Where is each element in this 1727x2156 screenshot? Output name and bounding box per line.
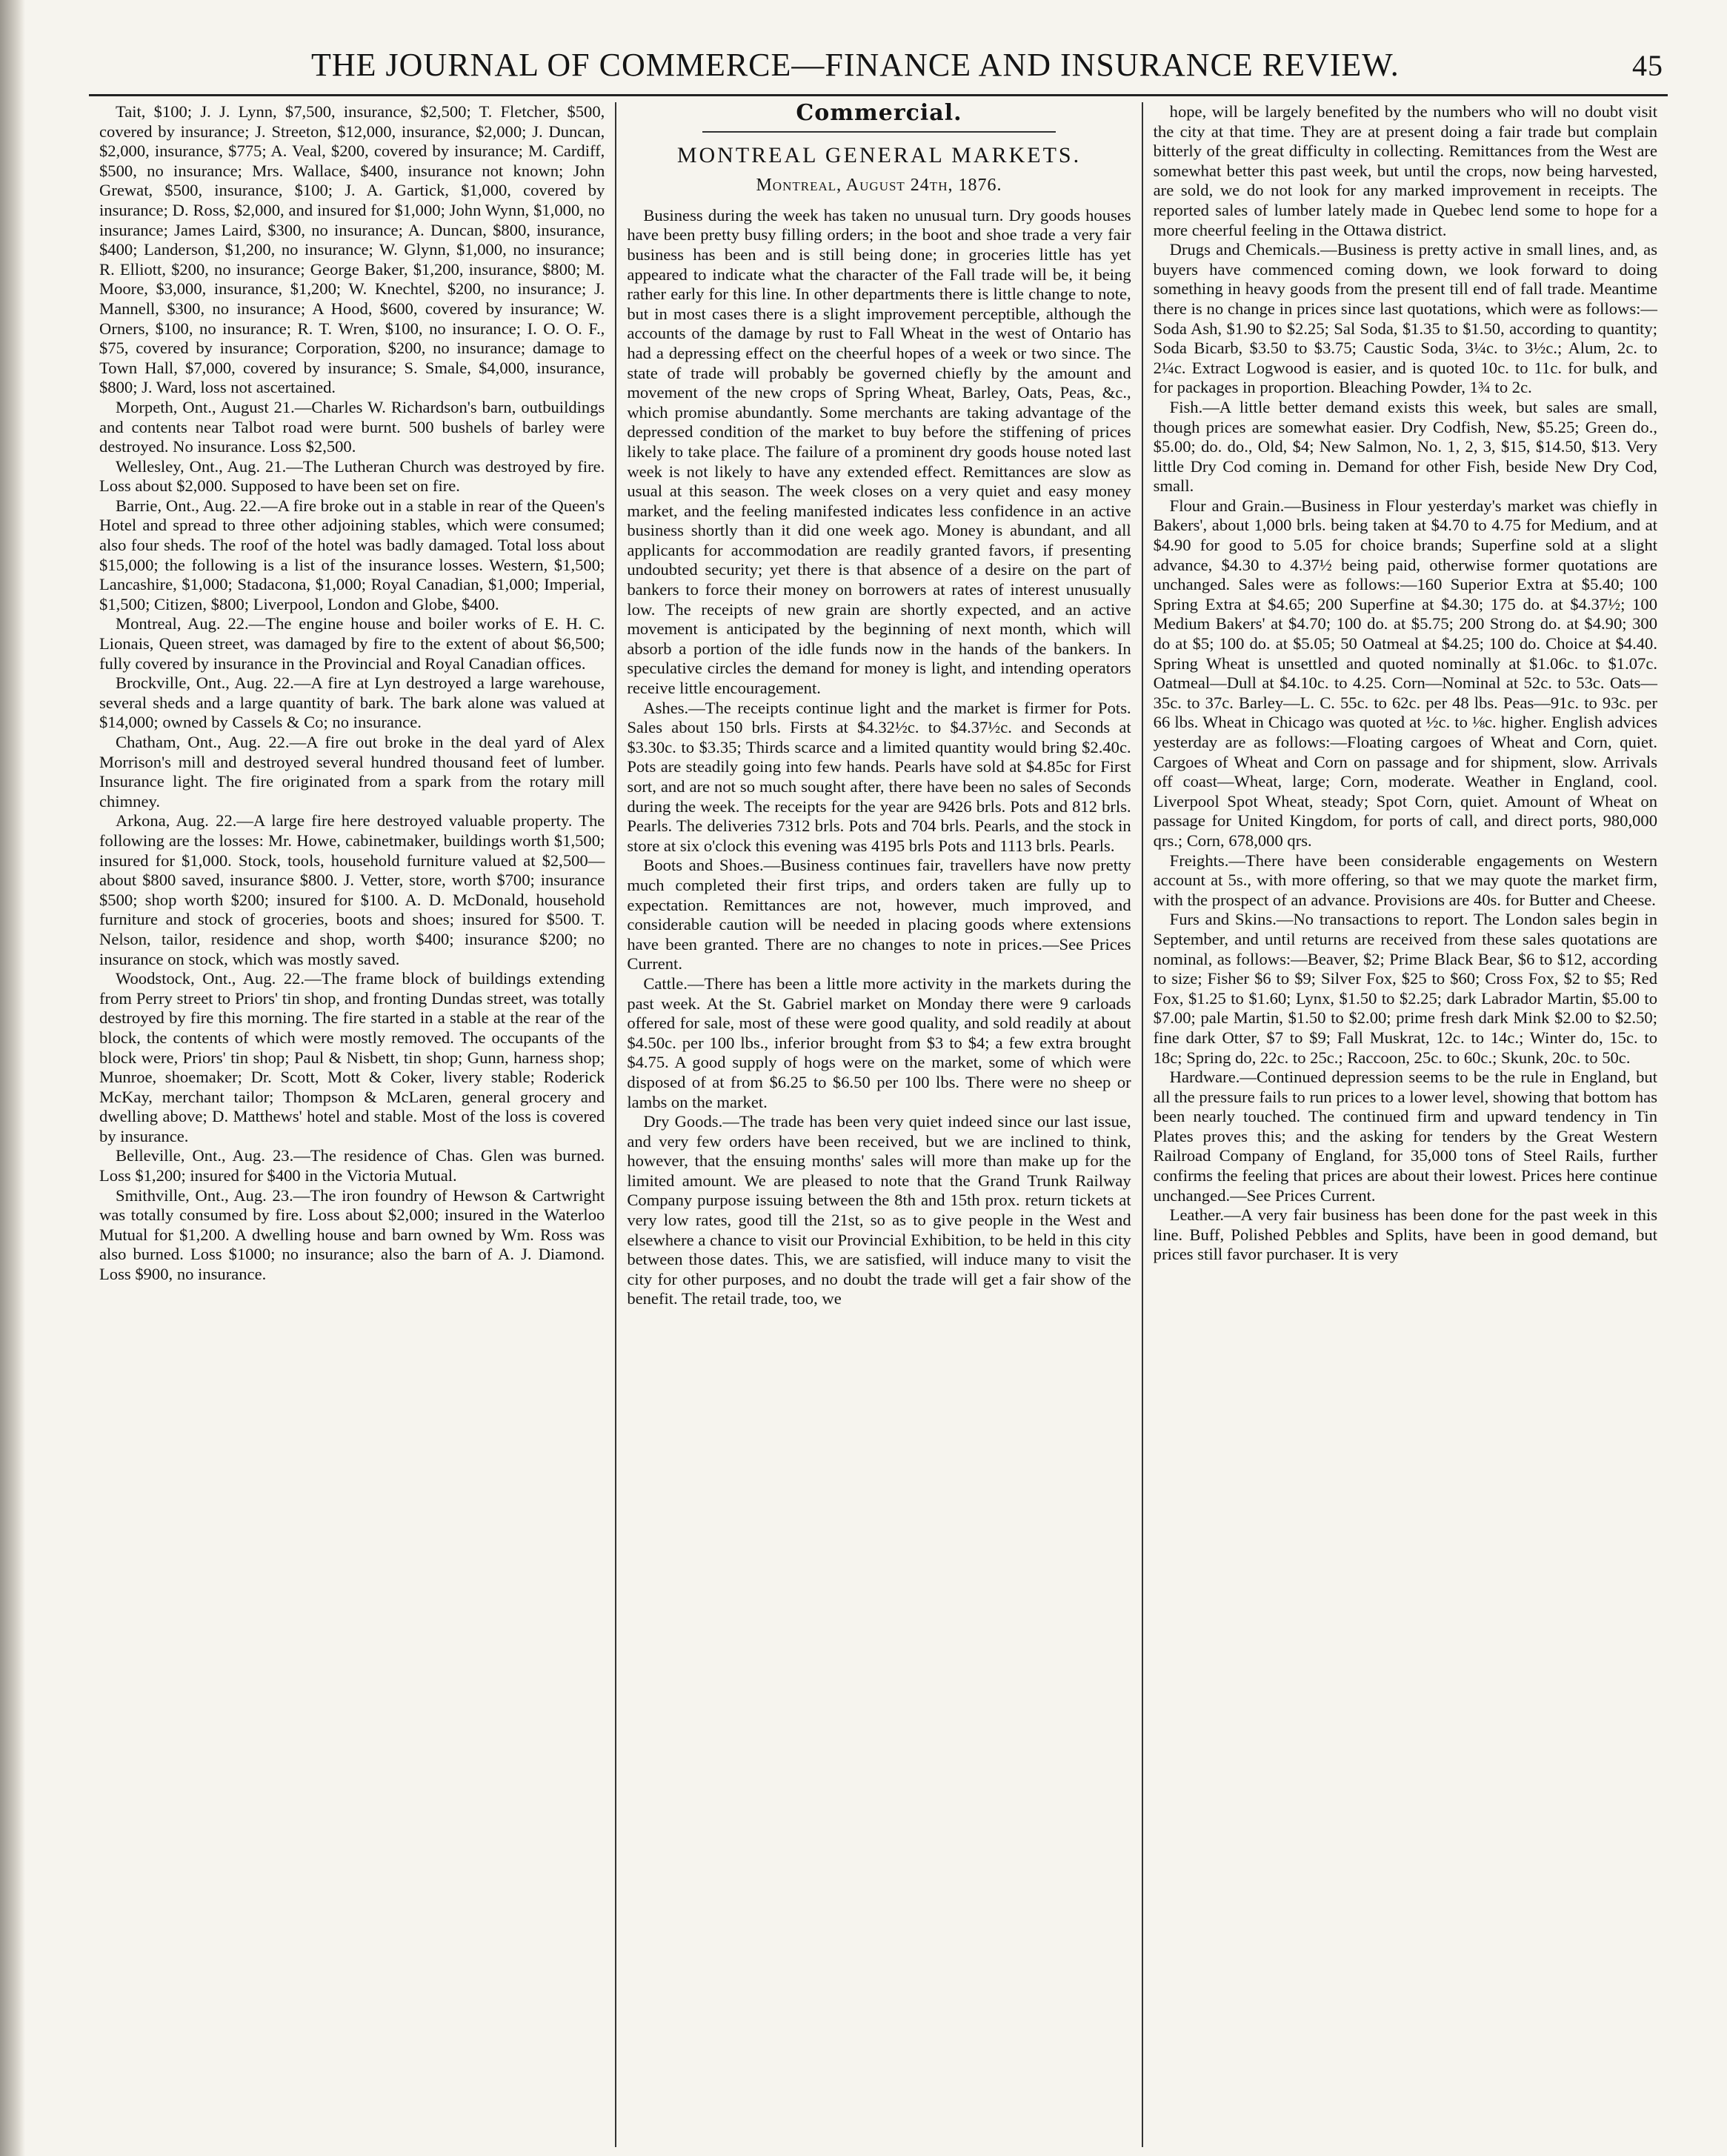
paragraph: Fish.—A little better demand exists this week, but sales are small, though prices are somewhat easier. Dry Codfish, New, $5.25; Green do., $5.00; do. do., Old, $4; New Salmon, No. 1, 2, 3, $15, $14.50, $13. Very little Dry Cod coming in. Demand for other Fish, beside New Dry Cod, small.: [1153, 397, 1657, 496]
paragraph: Cattle.—There has been a little more activity in the markets during the past week. At the St. Gabriel market on Monday there were 9 carloads offered for sale, most of these were good quality, and sold readily at about $4.50c. per 100 lbs., inferior brought from $3 to $4; a few extra brought $4.75. A good supply of hogs were on the market, some of which were disposed of at from $6.25 to $6.50 per 100 lbs. There were no sheep or lambs on the market.: [627, 974, 1131, 1111]
paragraph: Arkona, Aug. 22.—A large fire here destroyed valuable property. The following are the losses: Mr. Howe, cabinetmaker, buildings worth $1,500; insured for $1,000. Stock, tools, household furniture valued at $2,500—about $800 saved, insurance $800. J. Vetter, store, worth $700; insurance $500; shop worth $200; insured for $100. A. D. McDonald, household furniture and stock of groceries, boots and shoes; insured for $500. T. Nelson, tailor, residence and shop, worth $400; insurance $200; no insurance on stock, which was mostly saved.: [99, 811, 605, 968]
column-markets-continued: [1142, 102, 1668, 2147]
paragraph: Belleville, Ont., Aug. 23.—The residence of Chas. Glen was burned. Loss $1,200; insured for $400 in the Victoria Mutual.: [99, 1146, 605, 1185]
divider: [702, 131, 1055, 133]
paragraph: Wellesley, Ont., Aug. 21.—The Lutheran Church was destroyed by fire. Loss about $2,000. Supposed to have been set on fire.: [99, 456, 605, 496]
paragraph: Barrie, Ont., Aug. 22.—A fire broke out in a stable in rear of the Queen's Hotel and spread to three other adjoining stables, which were consumed; also four sheds. The roof of the hotel was badly damaged. Total loss about $15,000; the following is a list of the insurance losses. Western, $1,500; Lancashire, $1,000; Stadacona, $1,000; Royal Canadian, $1,000; Imperial, $1,500; Citizen, $800; Liverpool, London and Globe, $400.: [99, 496, 605, 613]
paragraph: Leather.—A very fair business has been done for the past week in this line. Buff, Polished Pebbles and Splits, have been in good demand, but prices still favor purchaser. It is very: [1153, 1205, 1657, 1264]
section-heading: Commercial.: [796, 102, 962, 126]
paragraph: Boots and Shoes.—Business continues fair, travellers have now pretty much completed their first trips, and orders taken are fully up to expectation. Remittances are not, however, much improved, and considerable caution will be needed in placing goods where extensions have been granted. There are no changes to note in prices.—See Prices Current.: [627, 856, 1131, 974]
paragraph: Woodstock, Ont., Aug. 22.—The frame block of buildings extending from Perry street to Priors' tin shop, and fronting Dundas street, was totally destroyed by fire this morning. The fire started in a stable at the rear of the block, the contents of which were mostly removed. The occupants of the block were, Priors' tin shop; Paul & Nisbett, tin shop; Gunn, harness shop; Munroe, shoemaker; Dr. Scott, Mott & Coker, livery stable; Roderick McKay, merchant tailor; Thompson & McLaren, general grocery and dwelling above; D. Matthews' hotel and stable. Most of the loss is covered by insurance.: [99, 969, 605, 1145]
running-head: [89, 46, 1668, 96]
paragraph: hope, will be largely benefited by the numbers who will no doubt visit the city at that time. They are at present doing a fair trade but complain bitterly of the great difficulty in collecting. Remittances from the West are somewhat better this past week, but until the crops, now being harvested, are sold, we do not look for any marked improvement in receipts. The reported sales of lumber lately made in Quebec lend some to hope for a more cheerful feeling in the Ottawa district.: [1153, 102, 1657, 239]
article-title: MONTREAL GENERAL MARKETS.: [676, 142, 1082, 167]
paragraph: Drugs and Chemicals.—Business is pretty active in small lines, and, as buyers have commenced coming down, we look forward to doing something in heavy goods from the present till end of fall trade. Meantime there is no change in prices since last quotations, which were as follows:—Soda Ash, $1.90 to $2.25; Sal Soda, $1.35 to $1.50, according to quantity; Soda Bicarb, $3.50 to $3.75; Caustic Soda, 3¼c. to 3½c.; Alum, 2c. to 2¼c. Extract Logwood is easier, and is quoted 10c. to 11c. for bulk, and for packages in proportion. Bleaching Powder, 1¾ to 2c.: [1153, 240, 1657, 397]
paragraph: Hardware.—Continued depression seems to be the rule in England, but all the pressure fails to run prices to a lower level, showing that bottom has been nearly touched. The continued firm and upward tendency in Tin Plates proves this; and the asking for tenders by the Great Western Railroad Company of England, for 35,000 tons of Steel Rails, further confirms the feeling that prices are about their lowest. Prices here continue unchanged.—See Prices Current.: [1153, 1068, 1657, 1205]
paragraph: Furs and Skins.—No transactions to report. The London sales begin in September, and until returns are received from these sales quotations are nominal, as follows:—Beaver, $2; Prime Black Bear, $6 to $12, according to size; Fisher $6 to $9; Silver Fox, $25 to $60; Cross Fox, $2 to $5; Red Fox, $1.25 to $1.60; Lynx, $1.50 to $2.25; dark Labrador Martin, $5.00 to $7.00; pale Martin, $1.50 to $2.00; prime fresh dark Mink $2.00 to $2.50; fine dark Otter, $7 to $9; Fall Muskrat, 12c. to 14c.; Winter do, 15c. to 18c; Spring do, 22c. to 25c.; Raccoon, 25c. to 60c.; Skunk, 20c. to 50c.: [1153, 910, 1657, 1067]
paragraph: Business during the week has taken no unusual turn. Dry goods houses have been pretty busy filling orders; in the boot and shoe trade a very fair business has been and is still being done; in groceries little has yet appeared to indicate what the character of the Fall trade will be, it being rather early for this line. In other departments there is little change to note, but in most cases there is a slight improvement perceptible, although the accounts of the damage by rust to Fall Wheat in the west of Ontario has had a depressing effect on the cheerful hopes of a week or two since. The state of trade will probably be governed chiefly by the amount and movement of the new crops of Spring Wheat, Barley, Oats, Peas, &c., which promise abundantly. Some merchants are taking advantage of the depressed condition of the market to buy before the stiffening of prices likely to take place. The failure of a prominent dry goods house noted last week is not likely to have any extended effect. Remittances are slow as usual at this season. The week closes on a very quiet and easy money market, and the feeling manifested indicates less confidence in an active business shortly than it did one week ago. Money is abundant, and all applicants for accommodation are readily granted favors, if presenting undoubted security; yet there is that absence of a desire on the part of bankers to force their money on borrowers at rates of interest unusually low. The receipts of new grain are shortly expected, and an active movement is anticipated by the beginning of next month, which will absorb a portion of the idle funds now in the hands of the bankers. In speculative circles the demand for money is light, and intending operators receive little encouragement.: [627, 205, 1131, 698]
paragraph: Morpeth, Ont., August 21.—Charles W. Richardson's barn, outbuildings and contents near Talbot road were burnt. 500 bushels of barley were destroyed. No insurance. Loss $2,500.: [99, 397, 605, 456]
paragraph: Tait, $100; J. J. Lynn, $7,500, insurance, $2,500; T. Fletcher, $500, covered by insurance; J. Streeton, $12,000, insurance, $2,000; J. Duncan, $2,000, insurance, $775; A. Veal, $200, covered by insurance; M. Cardiff, $500, no insurance; Mrs. Wallace, $400, insurance not known; John Grewat, $500, insurance, $100; J. A. Gartick, $1,000, covered by insurance; D. Ross, $2,000, and insured for $1,000; John Wynn, $1,000, no insurance; James Laird, $300, no insurance; A. Duncan, $800, insurance, $400; Landerson, $1,200, no insurance; W. Glynn, $1,000, no insurance; R. Elliott, $200, no insurance; George Baker, $1,200, insurance, $800; M. Moore, $3,000, insurance, $1,200; W. Knechtel, $200, no insurance; J. Mannell, $300, no insurance; A Hood, $600, covered by insurance; W. Orners, $100, no insurance; R. T. Wren, $100, no insurance; I. O. O. F., $75, covered by insurance; Corporation, $200, no insurance; damage to Town Hall, $7,000, covered by insurance; S. Smale, $4,000, insurance, $800; J. Ward, loss not ascertained.: [99, 102, 605, 397]
page-number: 45: [1632, 49, 1663, 82]
column-commercial: [615, 102, 1141, 2147]
dateline: Montreal, August 24th, 1876.: [756, 176, 1002, 196]
paragraph: Flour and Grain.—Business in Flour yesterday's market was chiefly in Bakers', about 1,000 brls. being taken at $4.70 to 4.75 for Medium, and at $4.90 for good to 5.05 for choice brands; Superfine sold at a slight advance, $4.30 to 4.37½ being paid, otherwise former quotations are unchanged. Sales were as follows:—160 Superior Extra at $5.40; 100 Spring Extra at $4.65; 200 Superfine at $4.30; 175 do. at $4.37½; 100 Medium Bakers' at $4.70; 100 do. at $5.75; 200 Strong do. at $4.90; 300 do at $5; 100 do. at $5.05; 50 Oatmeal at $4.25; 100 do. Choice at $4.40. Spring Wheat is unsettled and quoted nominally at $1.06c. to $1.07c. Oatmeal—Dull at $4.10c. to 4.25. Corn—Nominal at 52c. to 53c. Oats—35c. to 37c. Barley—L. C. 55c. to 62c. per 48 lbs. Peas—91c. to 93c. per 66 lbs. Wheat in Chicago was quoted at ½c. to ⅛c. higher. English advices yesterday are as follows:—Floating cargoes of Wheat and Corn, quiet. Cargoes of Wheat and Corn on passage and for shipment, slow. Arrivals off coast—Wheat, large; Corn, moderate. Weather in England, cool. Liverpool Spot Wheat, steady; Spot Corn, quiet. Amount of Wheat on passage for United Kingdom, for ports of call, and direct ports, 980,000 qrs.; Corn, 678,000 qrs.: [1153, 496, 1657, 850]
paragraph: Ashes.—The receipts continue light and the market is firmer for Pots. Sales about 150 brls. Firsts at $4.32½c. to $4.37½c. and Seconds at $3.30c. to $3.35; Thirds scarce and a limited quantity would bring $2.40c. Pots are steadily going into few hands. Pearls have sold at $4.85c for First sort, and are not so much sought after, there have been no sales of Seconds during the week. The receipts for the year are 9426 brls. Pots and 812 brls. Pearls. The deliveries 7312 brls. Pots and 704 brls. Pearls, and the stock in store at six o'clock this evening was 4195 brls Pots and 1113 brls. Pearls.: [627, 698, 1131, 855]
paragraph: Chatham, Ont., Aug. 22.—A fire out broke in the deal yard of Alex Morrison's mill and destroyed several hundred thousand feet of lumber. Insurance light. The fire originated from a spark from the rotary mill chimney.: [99, 733, 605, 811]
paragraph: Montreal, Aug. 22.—The engine house and boiler works of E. H. C. Lionais, Queen street, was damaged by fire to the extent of about $6,500; fully covered by insurance in the Provincial and Royal Canadian offices.: [99, 614, 605, 673]
paragraph: Freights.—There have been considerable engagements on Western account at 5s., with more offering, so that we may quote the market firm, with the prospect of an advance. Provisions are 40s. for Butter and Cheese.: [1153, 851, 1657, 909]
paragraph: Dry Goods.—The trade has been very quiet indeed since our last issue, and very few orders have been received, but we are inclined to think, however, that the ensuing months' sales will more than make up for the limited amount. We are pleased to note that the Grand Trunk Railway Company purpose issuing between the 8th and 15th prox. return tickets at very low rates, good till the 21st, so as to give people in the West and elsewhere a chance to visit our Provincial Exhibition, to be held in this city between those dates. This, we are satisfied, will induce many to visit the city for other purposes, and no doubt the trade will get a fair show of the benefit. The retail trade, too, we: [627, 1112, 1131, 1308]
journal-title: THE JOURNAL OF COMMERCE—FINANCE AND INSURANCE REVIEW.: [311, 47, 1400, 83]
paragraph: Smithville, Ont., Aug. 23.—The iron foundry of Hewson & Cartwright was totally consumed by fire. Loss about $2,000; insured in the Waterloo Mutual for $1,200. A dwelling house and barn owned by Wm. Ross was also burned. Loss $1000; no insurance; also the barn of A. J. Diamond. Loss $900, no insurance.: [99, 1185, 605, 1284]
column-fire-losses: [89, 102, 615, 2147]
columns: [89, 102, 1668, 2147]
paragraph: Brockville, Ont., Aug. 22.—A fire at Lyn destroyed a large warehouse, several sheds and a large quantity of bark. The bark alone was valued at $14,000; owned by Cassels & Co; no insurance.: [99, 673, 605, 732]
